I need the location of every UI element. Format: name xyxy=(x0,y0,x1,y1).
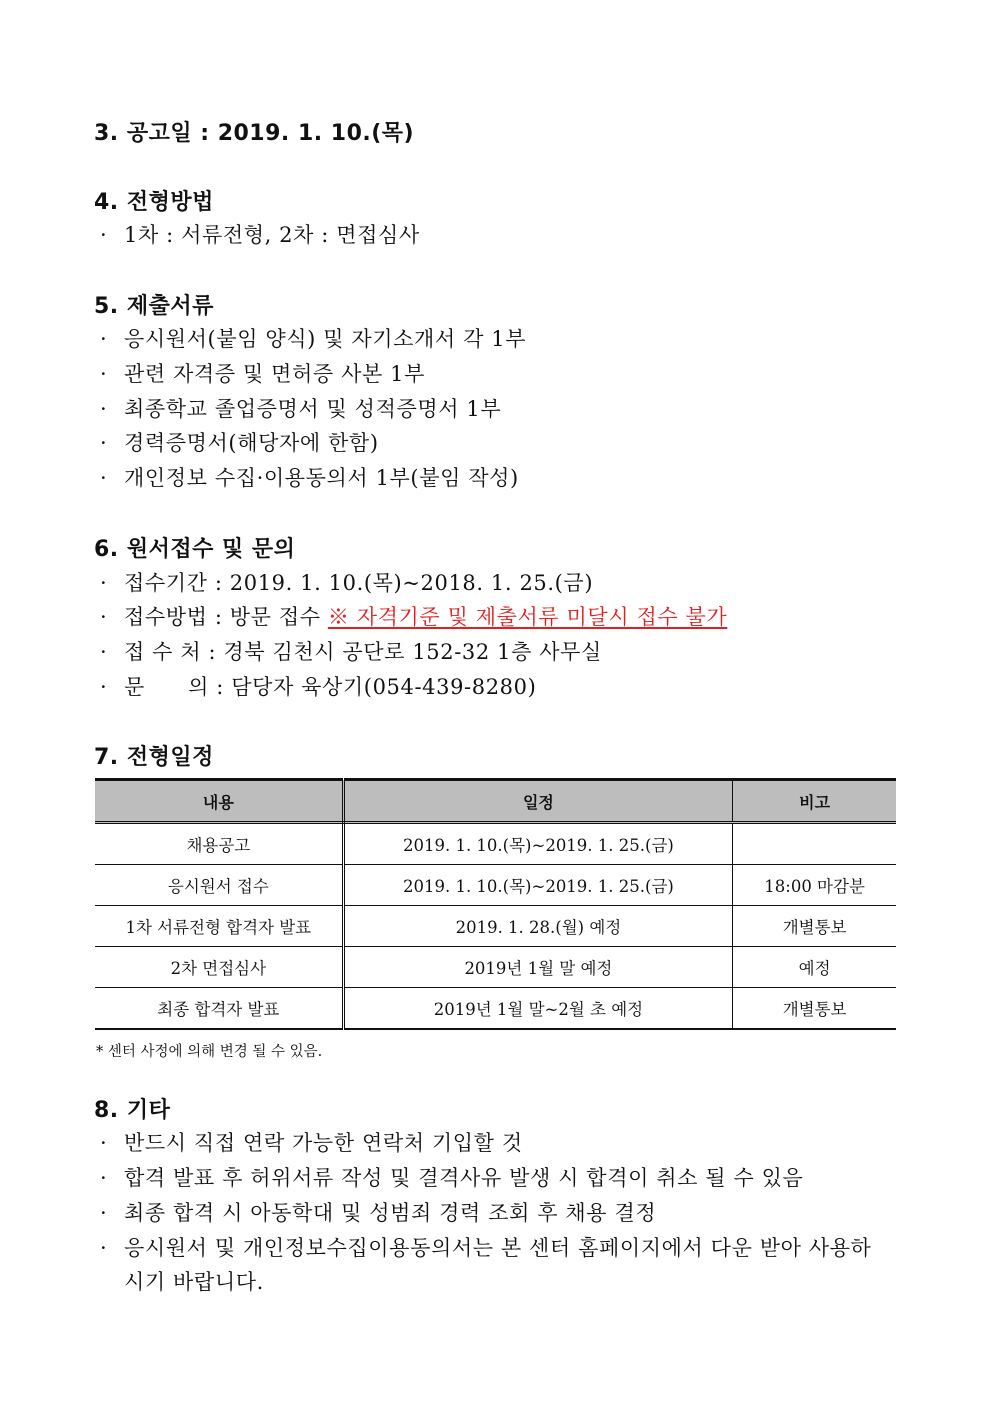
schedule-note: * 센터 사정에 의해 변경 될 수 있음. xyxy=(96,1044,323,1060)
list-item: · 1차 : 서류전형, 2차 : 면접심사 xyxy=(100,223,420,247)
list-item: · 반드시 직접 연락 가능한 연락처 기입할 것 xyxy=(100,1131,523,1155)
table-header-row xyxy=(95,780,896,823)
table-row: 최종 합격자 발표 2019년 1월 말~2월 초 예정 개별통보 xyxy=(95,988,896,1030)
section-6-heading: 6. 원서접수 및 문의 xyxy=(94,537,296,562)
section-3-heading: 3. 공고일 : 2019. 1. 10.(목) xyxy=(94,121,415,146)
list-item-method: · 접수방법 : 방문 접수 ※ 자격기준 및 제출서류 미달시 접수 불가 xyxy=(100,605,728,629)
section-8-heading: 8. 기타 xyxy=(94,1098,171,1123)
list-item-period: · 접수기간 : 2019. 1. 10.(목)~2018. 1. 25.(금) xyxy=(100,571,594,595)
list-item: · 최종학교 졸업증명서 및 성적증명서 1부 xyxy=(100,397,502,421)
section-5-heading: 5. 제출서류 xyxy=(94,294,214,319)
header-remarks: 비고 xyxy=(733,780,896,823)
header-content: 내용 xyxy=(95,780,343,823)
list-item: · 응시원서(붙임 양식) 및 자기소개서 각 1부 xyxy=(100,327,527,351)
list-item: · 경력증명서(해당자에 한함) xyxy=(100,431,379,455)
list-item: · 합격 발표 후 허위서류 작성 및 결격사유 발생 시 합격이 취소 될 수 있음 xyxy=(100,1166,804,1190)
table-row: 응시원서 접수 2019. 1. 10.(목)~2019. 1. 25.(금) 18:00 마감분 xyxy=(95,865,896,906)
schedule-table xyxy=(95,778,896,1030)
list-item: · 응시원서 및 개인정보수집이용동의서는 본 센터 홈페이지에서 다운 받아 사용하 xyxy=(100,1236,872,1260)
list-item: · 관련 자격증 및 면허증 사본 1부 xyxy=(100,362,425,386)
header-schedule: 일정 xyxy=(343,780,733,823)
table-row: 2차 면접심사 2019년 1월 말 예정 예정 xyxy=(95,947,896,988)
list-item-contact: · 문 의 : 담당자 육상기(054-439-8280) xyxy=(100,675,537,699)
list-item: · 개인정보 수집·이용동의서 1부(붙임 작성) xyxy=(100,466,519,490)
warning-text: ※ 자격기준 및 제출서류 미달시 접수 불가 xyxy=(327,605,728,629)
table-row: 채용공고 2019. 1. 10.(목)~2019. 1. 25.(금) xyxy=(95,823,896,865)
section-7-heading: 7. 전형일정 xyxy=(94,745,214,770)
list-item-continuation: 시기 바랍니다. xyxy=(124,1270,264,1294)
list-item-place: · 접 수 처 : 경북 김천시 공단로 152-32 1층 사무실 xyxy=(100,640,602,664)
section-4-heading: 4. 전형방법 xyxy=(94,190,214,215)
table-row: 1차 서류전형 합격자 발표 2019. 1. 28.(월) 예정 개별통보 xyxy=(95,906,896,947)
list-item: · 최종 합격 시 아동학대 및 성범죄 경력 조회 후 채용 결정 xyxy=(100,1201,657,1225)
